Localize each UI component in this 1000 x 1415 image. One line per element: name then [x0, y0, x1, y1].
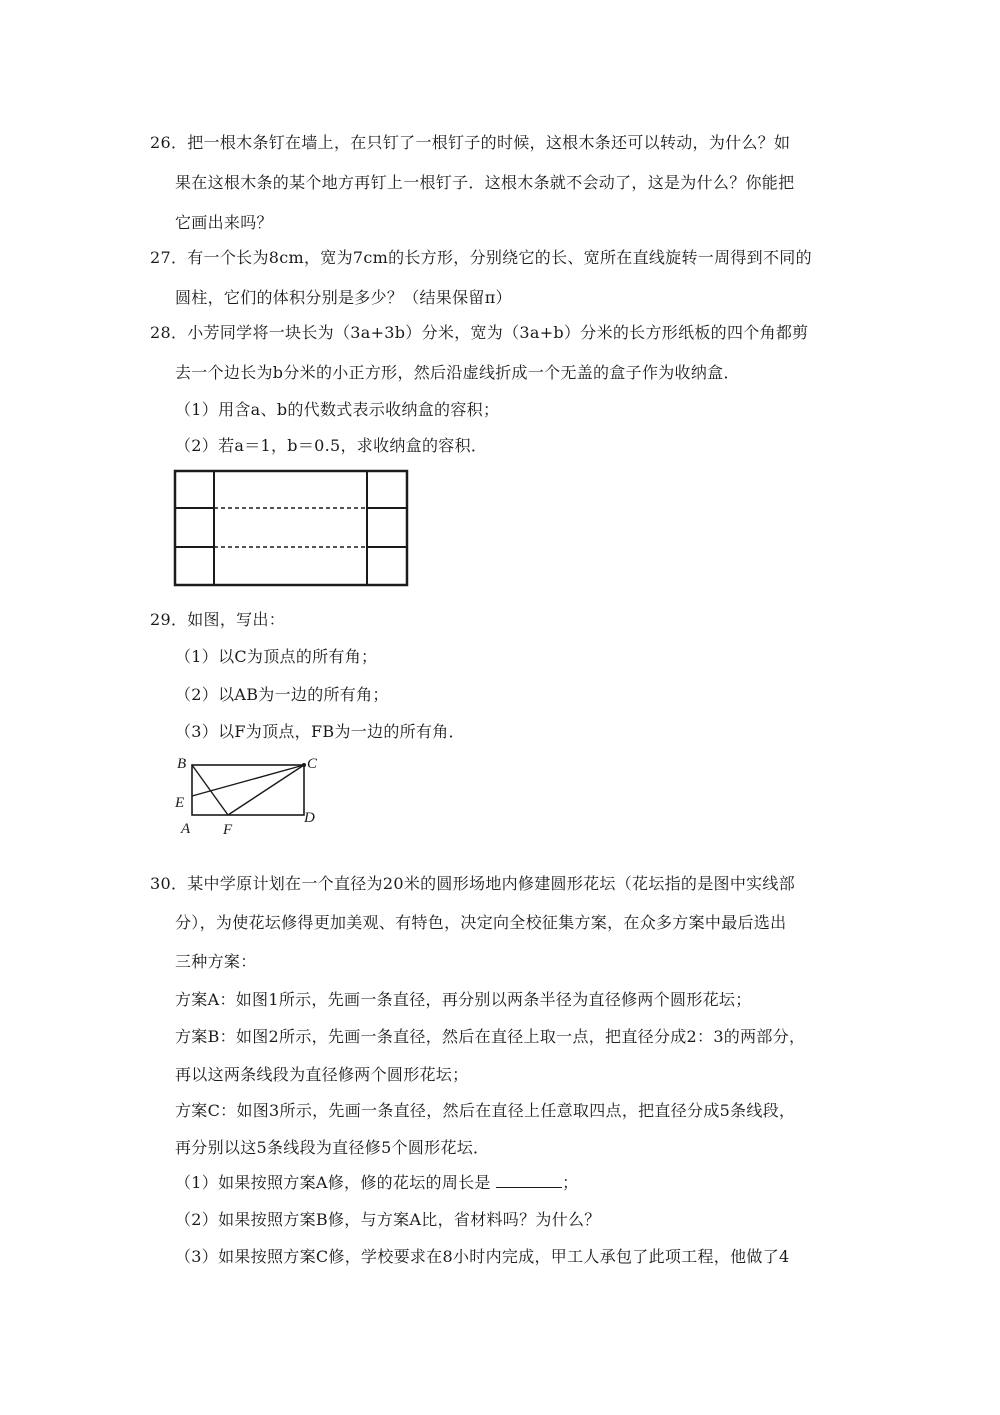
q29-geometry-figure	[168, 752, 328, 840]
label-e: E	[175, 795, 185, 811]
label-c: C	[307, 756, 318, 772]
q30-part-1	[175, 1172, 578, 1194]
q30-plan-b-line-2: 再以这两条线段为直径修两个圆形花坛；	[175, 1065, 469, 1084]
segment-fc	[228, 765, 304, 815]
q29-part-1: （1）以C为顶点的所有角；	[175, 647, 378, 666]
point-c	[302, 763, 306, 767]
q28-line-2: 去一个边长为b分米的小正方形，然后沿虚线折成一个无盖的盒子作为收纳盒．	[175, 363, 740, 382]
rectangle-abdc	[192, 765, 304, 815]
q30-part-1-text: （1）如果按照方案A修，修的花坛的周长是	[175, 1173, 491, 1192]
q30-line-2: 分），为使花坛修得更加美观、有特色，决定向全校征集方案，在众多方案中最后选出	[175, 913, 787, 932]
q29-line-1: 29．如图，写出：	[150, 610, 286, 629]
q26-line-3: 它画出来吗？	[175, 213, 273, 232]
q30-part-2: （2）如果按照方案B修，与方案A比，省材料吗？为什么？	[175, 1210, 601, 1229]
q30-line-3: 三种方案：	[175, 952, 257, 971]
q28-line-1: 28．小芳同学将一块长为（3a+3b）分米，宽为（3a+b）分米的长方形纸板的四个角都剪	[150, 323, 809, 342]
label-f: F	[223, 822, 233, 838]
label-b: B	[177, 756, 187, 772]
board-outline	[175, 471, 407, 585]
q29-part-3: （3）以F为顶点，FB为一边的所有角．	[175, 722, 465, 741]
label-d: D	[304, 810, 315, 826]
q27-line-2: 圆柱，它们的体积分别是多少？（结果保留π）	[175, 288, 512, 307]
q30-plan-c-line-2: 再分别以这5条线段为直径修5个圆形花坛．	[175, 1138, 490, 1157]
q30-part-1-end: ；	[562, 1173, 579, 1192]
answer-blank	[496, 1173, 562, 1188]
label-a: A	[181, 821, 191, 837]
q28-part-2: （2）若a＝1，b＝0.5，求收纳盒的容积．	[175, 436, 488, 455]
q30-plan-a: 方案A：如图1所示，先画一条直径，再分别以两条半径为直径修两个圆形花坛；	[175, 990, 752, 1009]
q26-line-1: 26．把一根木条钉在墙上，在只钉了一根钉子的时候，这根木条还可以转动，为什么？如	[150, 133, 791, 152]
q30-line-1: 30．某中学原计划在一个直径为20米的圆形场地内修建圆形花坛（花坛指的是图中实线部	[150, 874, 796, 893]
q30-plan-b-line-1: 方案B：如图2所示，先画一条直径，然后在直径上取一点，把直径分成2：3的两部分，	[175, 1027, 806, 1046]
q27-line-1: 27．有一个长为8cm，宽为7cm的长方形，分别绕它的长、宽所在直线旋转一周得到不同的	[150, 248, 812, 267]
q28-box-figure	[170, 466, 412, 590]
q28-part-1: （1）用含a、b的代数式表示收纳盒的容积；	[175, 400, 500, 419]
q26-line-2: 果在这根木条的某个地方再钉上一根钉子．这根木条就不会动了，这是为什么？你能把	[175, 173, 795, 192]
q30-part-3: （3）如果按照方案C修，学校要求在8小时内完成，甲工人承包了此项工程，他做了4	[175, 1247, 790, 1266]
q30-plan-c-line-1: 方案C：如图3所示，先画一条直径，然后在直径上任意取四点，把直径分成5条线段，	[175, 1101, 796, 1120]
q29-part-2: （2）以AB为一边的所有角；	[175, 685, 389, 704]
segment-bf	[192, 765, 228, 815]
segment-ec	[192, 765, 304, 796]
